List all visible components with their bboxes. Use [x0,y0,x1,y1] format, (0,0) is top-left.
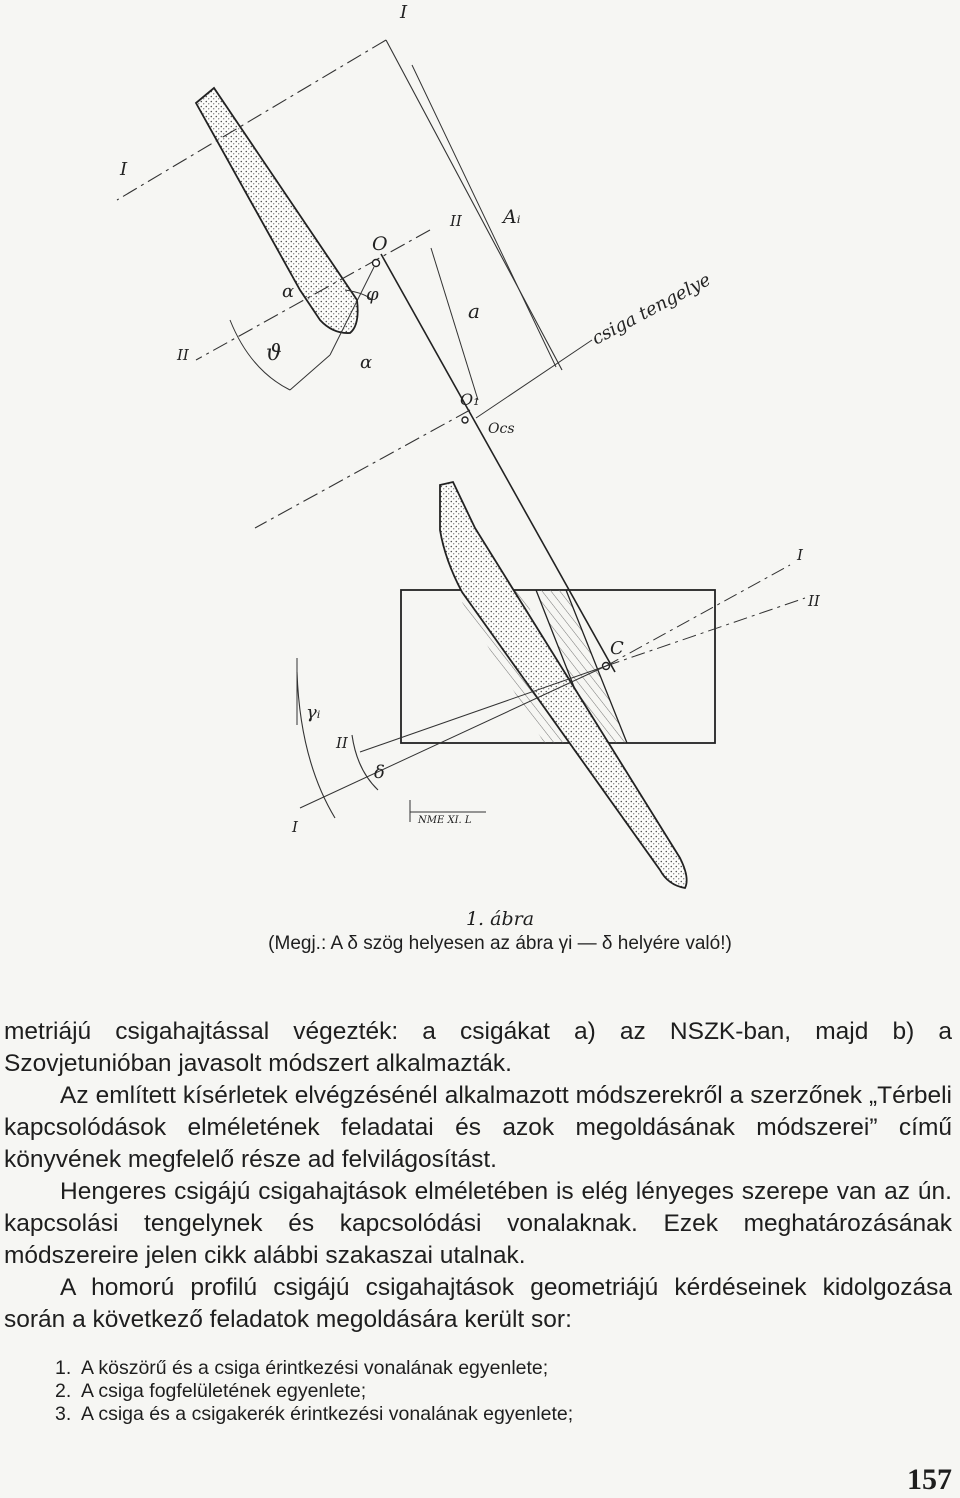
page-number: 157 [907,1463,952,1496]
label-dim-a: a [468,299,480,323]
label-line2-arc: II [336,734,348,752]
list-item: 2. A csiga fogfelületének egyenlete; [55,1380,367,1402]
figure-caption-note: (Megj.: A δ szög helyesen az ábra γi — δ helyére való!) [268,933,732,954]
figure-caption-title: 1. ábra [465,908,535,930]
label-line2-left: II [177,346,189,364]
gamma-arc [297,672,335,818]
label-gamma-i: γᵢ [306,702,321,723]
list-item: 1. A köszörű és a csiga érintkezési vonalának egyenlete; [55,1357,549,1379]
line-II-right [606,598,805,666]
label-point-o1: O₁ [460,390,480,409]
label-stamp: NME XI. L [418,815,472,826]
label-line1-arc: I [292,818,298,836]
label-theta: ϑ [266,341,282,366]
point-o-marker [373,260,380,267]
label-dim-ai: Aᵢ [503,206,521,228]
upper-wheel-section [196,88,358,333]
label-phi: φ [366,284,379,305]
label-alpha-1: α [282,281,295,302]
label-line2-top: II [450,212,462,230]
label-line1-left: I [120,159,128,180]
lower-wheel-section [440,482,687,888]
label-axis: csiga tengelye [588,269,715,350]
label-line2-right: II [808,592,820,610]
label-alpha-2: α [360,352,373,373]
label-point-o: O [372,233,388,255]
task-list [55,1357,935,1426]
paragraph-1: metriájú csigahajtással végezték: a csigákat a) az NSZK-ban, majd b) a Szovjetunióban javasolt módszert alkalmazták. [4,1018,952,1077]
line-II-lower [255,410,470,528]
line-I-right [606,565,790,666]
body-text [4,1016,952,1336]
label-line1-top: I [400,2,408,23]
label-point-c: C [610,638,624,659]
point-o1-marker [462,417,468,423]
paragraph-2: Az említett kísérletek elvégzésénél alkalmazott módszerekről a szerzőnek „Térbeli kapcsolódások elméletének feladatai és azok megoldásának módszerei” című könyvének megfelelő része ad felvilágosítást. [4,1082,952,1173]
label-delta: δ [374,762,385,783]
list-item: 3. A csiga és a csigakerék érintkezési vonalának egyenlete; [55,1403,574,1425]
label-point-ocs: Ocs [488,421,515,437]
label-line1-right: I [797,546,803,564]
paragraph-4: A homorú profilú csigájú csigahajtások geometriájú kérdéseinek kidolgozása során a következő feladatok megoldására került sor: [4,1274,952,1333]
paragraph-3: Hengeres csigájú csigahajtások elméletében is elég lényeges szerepe van az ún. kapcsolási tengelynek és kapcsolódási vonalaknak. Ezek meghatározásának módszereire jelen cikk alábbi szakaszai utalnak. [4,1178,952,1269]
